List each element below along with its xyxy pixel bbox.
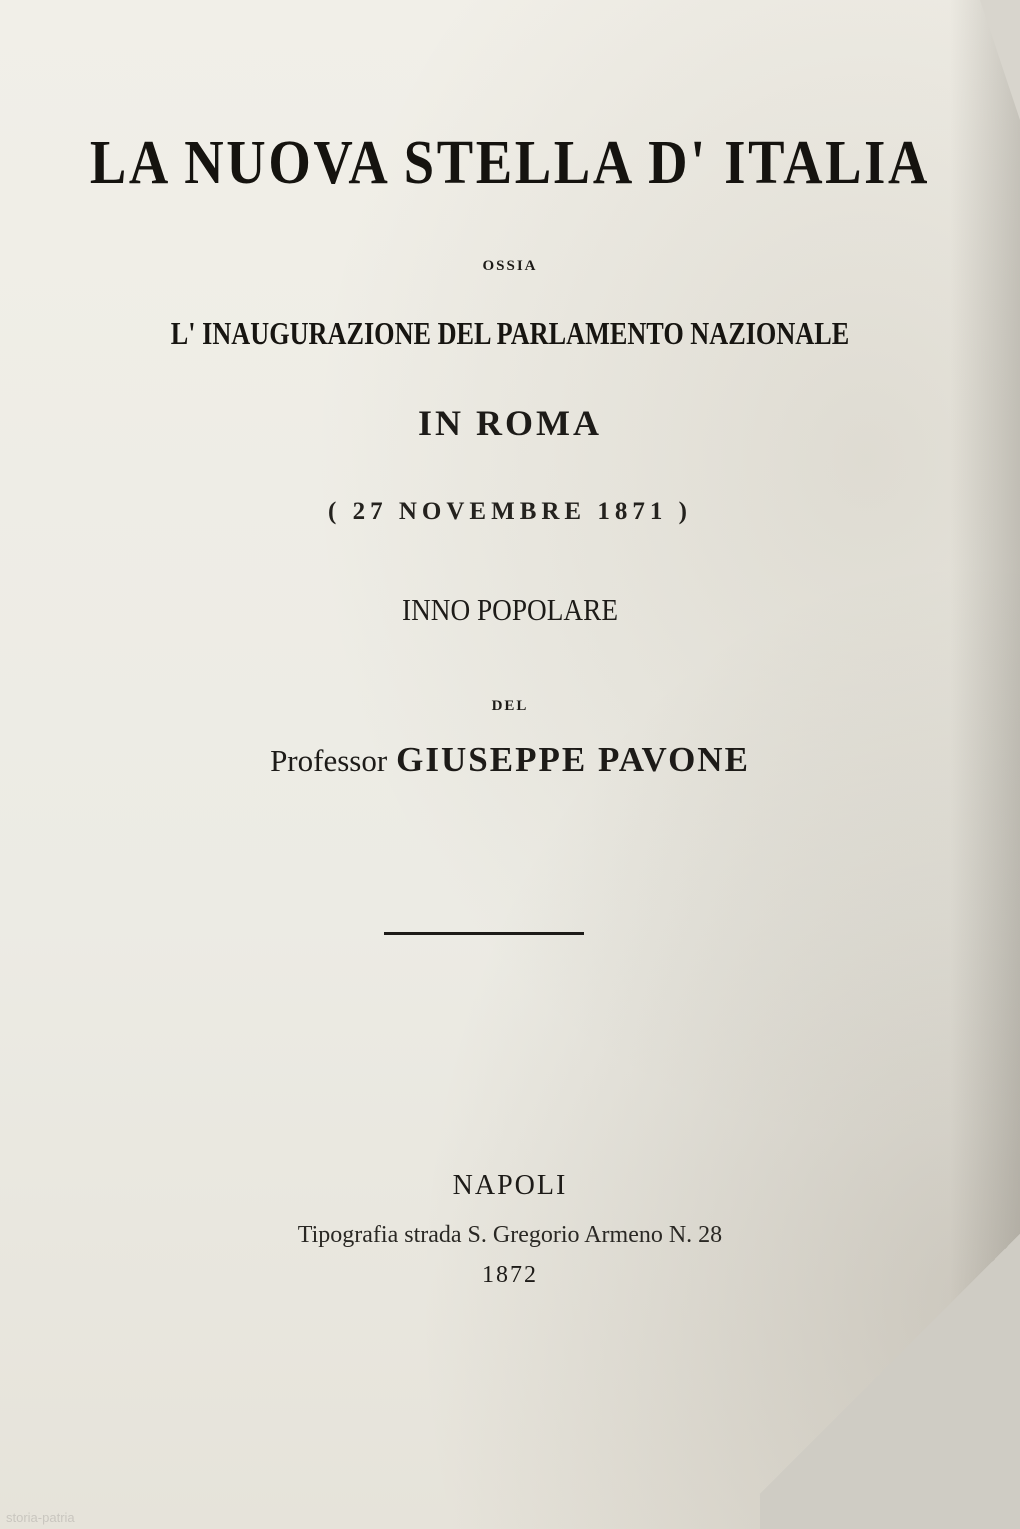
del-label: DEL — [491, 698, 529, 714]
printer-line: Tipografia strada S. Gregorio Armeno N. 28 — [297, 1222, 723, 1248]
place-line: IN ROMA — [418, 403, 602, 443]
author-name: GIUSEPPE PAVONE — [396, 740, 750, 779]
document-title: LA NUOVA STELLA D' ITALIA — [89, 129, 931, 197]
publication-year: 1872 — [482, 1262, 538, 1288]
author-prefix: Professor — [270, 743, 388, 778]
watermark: storia-patria — [6, 1510, 75, 1525]
date-line: ( 27 NOVEMBRE 1871 ) — [328, 498, 692, 525]
ossia-label: OSSIA — [482, 258, 538, 274]
author-line — [0, 738, 1020, 780]
genre-line: INNO POPOLARE — [402, 592, 618, 627]
document-subtitle: L' INAUGURAZIONE DEL PARLAMENTO NAZIONALE — [170, 315, 850, 351]
publication-city: NAPOLI — [452, 1170, 568, 1201]
corner-fold — [980, 0, 1020, 120]
divider-rule — [384, 932, 584, 935]
